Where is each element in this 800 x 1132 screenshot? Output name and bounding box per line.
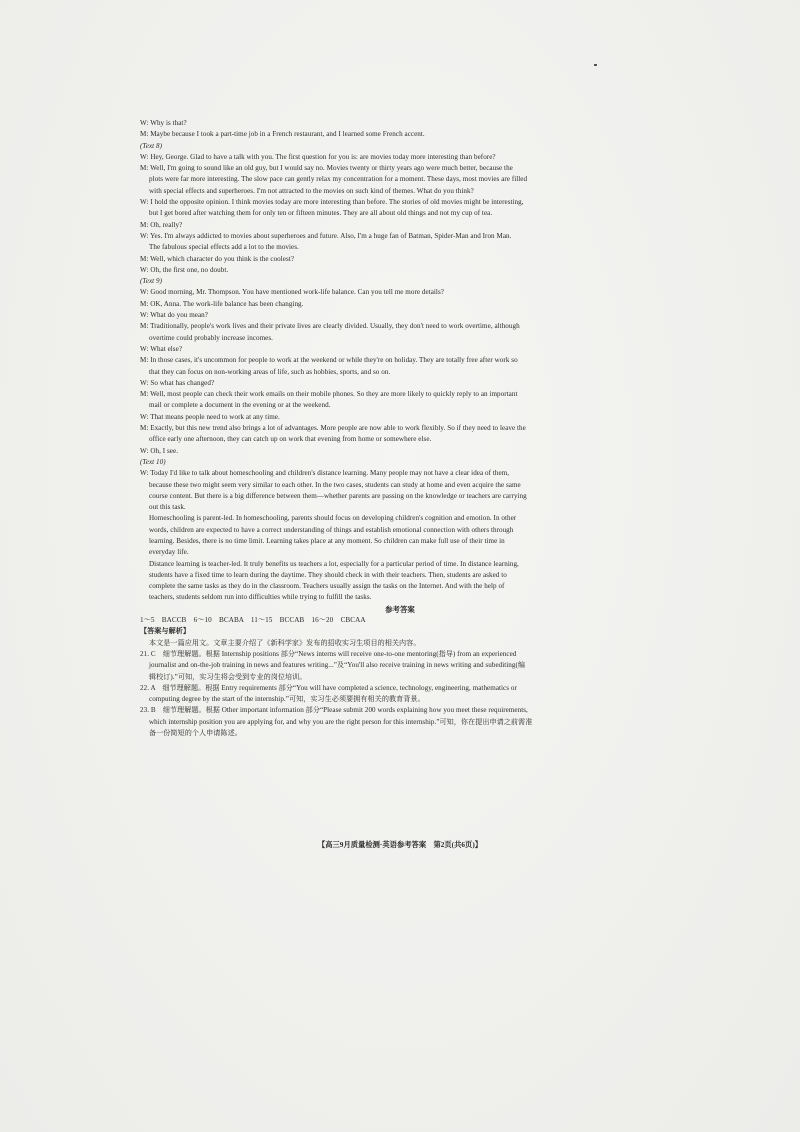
dialogue-line: [140, 468, 660, 479]
speaker-label: W:: [140, 344, 151, 353]
speaker-label: M:: [140, 390, 151, 399]
dialogue-continuation: that they can focus on non-working areas of life, such as hobbies, sports, and so on.: [149, 367, 391, 376]
dialogue-line: [140, 197, 660, 208]
speaker-label: M:: [140, 220, 151, 229]
dialogue-line: [140, 129, 660, 140]
dialogue-line: [140, 389, 660, 400]
analysis-intro: 本文是一篇应用文。文章主要介绍了《新科学家》发布的招收实习生项目的相关内容。: [149, 638, 421, 647]
paragraph-line: words, children are expected to have a correct understanding of things and establish emotional connection with others through: [149, 525, 514, 534]
monologue-paragraphs: [140, 513, 660, 603]
speaker-label: W:: [140, 231, 151, 240]
dialogue-text: Good morning, Mr. Thompson. You have mentioned work-life balance. Can you tell me more details?: [150, 288, 444, 297]
dialogue-continuation: out this task.: [149, 503, 186, 512]
speaker-label: W:: [140, 311, 151, 320]
dialogue-line: [140, 299, 660, 310]
dialogue-line: [140, 163, 660, 174]
dialogue-continuation: The fabulous special effects add a lot to the movies.: [149, 243, 299, 252]
dialogue-line: [140, 152, 660, 163]
text-tag: (Text 8): [140, 141, 163, 150]
dialogue-continuation: because these two might seem very similar to each other. In the two cases, students can study at home and even acquire the same: [149, 480, 521, 489]
speaker-label: M:: [140, 299, 151, 308]
dialogue-text: That means people need to work at any time.: [150, 412, 280, 421]
speaker-label: M:: [140, 254, 151, 263]
speaker-label: M:: [140, 424, 151, 433]
dialogue-text: Yes. I'm always addicted to movies about superheroes and future. Also, I'm a huge fan of Batman, Spider-Man and Iron Man.: [150, 231, 512, 240]
dialogue-line: [140, 287, 660, 298]
speaker-label: M:: [140, 164, 151, 173]
analysis-heading: 【答案与解析】: [140, 627, 191, 636]
dialogue-line: [140, 378, 660, 389]
analysis-line: 23. B 细节理解题。根据 Other important information 部分“Please submit 200 words explaining how you meet these requirements,: [140, 706, 528, 715]
paragraph-line: Distance learning is teacher-led. It truly benefits us teachers a lot, especially for a particular period of time. In distance learning,: [149, 559, 519, 568]
speaker-label: W:: [140, 446, 151, 455]
dialogue-text: What else?: [150, 344, 183, 353]
page-footer: 【高三9月质量检测·英语参考答案 第2页(共6页)】: [317, 840, 483, 849]
dialogue-text: Well, most people can check their work emails on their mobile phones. So they are more likely to quickly reply to an important: [150, 390, 518, 399]
dialogue-line: [140, 355, 660, 366]
dialogue-continuation: plots were far more interesting. The slow pace can gently relax my concentration for a moment. These days, most movies are filled: [149, 175, 528, 184]
analysis-line: 21. C 细节理解题。根据 Internship positions 部分“News interns will receive one-to-one mentoring(指导) from an experienced: [140, 649, 517, 658]
dialogue-text: What do you mean?: [150, 311, 208, 320]
dialogue-line: [140, 446, 660, 457]
analysis-items: [140, 649, 660, 739]
paragraph-line: learning. Besides, there is no time limit. Learning takes place at any moment. So children can make full use of their time in: [149, 536, 505, 545]
text-tag: (Text 10): [140, 457, 166, 466]
paragraph-line: teachers, students seldom run into difficulties while trying to fulfill the tasks.: [149, 593, 372, 602]
dialogue-text: OK, Anna. The work-life balance has been changing.: [150, 299, 304, 308]
dialogue-text: Oh, the first one, no doubt.: [150, 265, 229, 274]
speaker-label: W:: [140, 469, 151, 478]
analysis-line: computing degree by the start of the internship.”可知，实习生必须要拥有相关的教育背景。: [149, 695, 425, 704]
dialogue-line: [140, 412, 660, 423]
speaker-label: M:: [140, 130, 151, 139]
dialogue-line: [140, 220, 660, 231]
paragraph-line: students have a fixed time to learn during the daytime. They should check in with their teachers. Then, students are asked to: [149, 570, 507, 579]
scan-speck: [594, 64, 597, 66]
dialogue-continuation: mail or complete a document in the evening or at the weekend.: [149, 401, 331, 410]
speaker-label: W:: [140, 152, 151, 161]
speaker-label: W:: [140, 378, 151, 387]
dialogue-section: [140, 118, 660, 513]
analysis-line: 辑校订).”可知，实习生将会受到专业的岗位培训。: [149, 672, 307, 681]
page-content: [140, 118, 660, 739]
dialogue-line: [140, 310, 660, 321]
dialogue-text: Why is that?: [150, 119, 187, 127]
answer-key: 1～5 BACCB 6～10 BCABA 11～15 BCCAB 16～20 CBCAA: [140, 616, 366, 625]
paragraph-line: complete the same tasks as they do in the classroom. Teachers usually assign the tasks on the Internet. And with the help of: [149, 582, 505, 591]
dialogue-text: Hey, George. Glad to have a talk with you. The first question for you is: are movies today more interesting than before?: [150, 152, 496, 161]
speaker-label: M:: [140, 356, 151, 365]
paragraph-line: everyday life.: [149, 548, 189, 557]
analysis-line: 22. A 细节理解题。根据 Entry requirements 部分“You will have completed a science, technology, engineering, mathematics or: [140, 683, 517, 692]
dialogue-line: [140, 231, 660, 242]
dialogue-text: I hold the opposite opinion. I think movies today are more interesting than before. The stories of old movies might be interesting,: [150, 198, 524, 207]
dialogue-continuation: overtime could probably increase incomes.: [149, 333, 273, 342]
dialogue-text: So what has changed?: [150, 378, 215, 387]
speaker-label: W:: [140, 265, 151, 274]
dialogue-text: Maybe because I took a part-time job in a French restaurant, and I learned some French accent.: [150, 130, 425, 139]
dialogue-text: Well, I'm going to sound like an old guy, but I would say no. Movies twenty or thirty years ago were much better, because the: [150, 164, 513, 173]
dialogue-text: Well, which character do you think is the coolest?: [150, 254, 295, 263]
dialogue-line: [140, 423, 660, 434]
dialogue-text: Traditionally, people's work lives and their private lives are clearly divided. Usually, they don't need to work overtime, although: [150, 322, 520, 331]
dialogue-text: In those cases, it's uncommon for people to work at the weekend or while they're on holiday. They are totally free after work so: [150, 356, 518, 365]
dialogue-text: Today I'd like to talk about homeschooling and children's distance learning. Many people may not have a clear idea of them,: [150, 469, 510, 478]
dialogue-continuation: with special effects and superheroes. I'm not attracted to the movies on such kind of themes. What do you think?: [149, 186, 474, 195]
speaker-label: W:: [140, 119, 151, 127]
dialogue-text: Oh, really?: [150, 220, 183, 229]
dialogue-text: Exactly, but this new trend also brings a lot of advantages. More people are now able to work flexibly. So if they need to leave the: [150, 424, 526, 433]
analysis-line: which internship position you are applying for, and why you are the right person for this internship.”可知，你在提出申请之前需准: [149, 717, 533, 726]
text-tag: (Text 9): [140, 277, 163, 286]
speaker-label: W:: [140, 412, 151, 421]
analysis-line: 备一份简短的个人申请陈述。: [149, 729, 242, 738]
dialogue-text: Oh, I see.: [150, 446, 179, 455]
speaker-label: M:: [140, 322, 151, 331]
dialogue-line: [140, 344, 660, 355]
speaker-label: W:: [140, 198, 151, 207]
dialogue-line: [140, 118, 660, 129]
dialogue-continuation: course content. But there is a big difference between them—whether parents are passing on the knowledge or teachers are carrying: [149, 491, 527, 500]
dialogue-continuation: but I get bored after watching them for only ten or fifteen minutes. They are all about old things and not my cup of tea.: [149, 209, 493, 218]
answer-heading: 参考答案: [385, 604, 415, 614]
dialogue-continuation: office early one afternoon, they can catch up on work that evening from home or somewhere else.: [149, 435, 432, 444]
dialogue-line: [140, 254, 660, 265]
speaker-label: W:: [140, 288, 151, 297]
dialogue-line: [140, 265, 660, 276]
paragraph-line: Homeschooling is parent-led. In homeschooling, parents should focus on developing children's cognition and emotion. In other: [149, 514, 517, 523]
analysis-line: journalist and on-the-job training in news and features writing...”及“You'll also receive training in news writing and subediting(编: [149, 661, 526, 670]
dialogue-line: [140, 321, 660, 332]
